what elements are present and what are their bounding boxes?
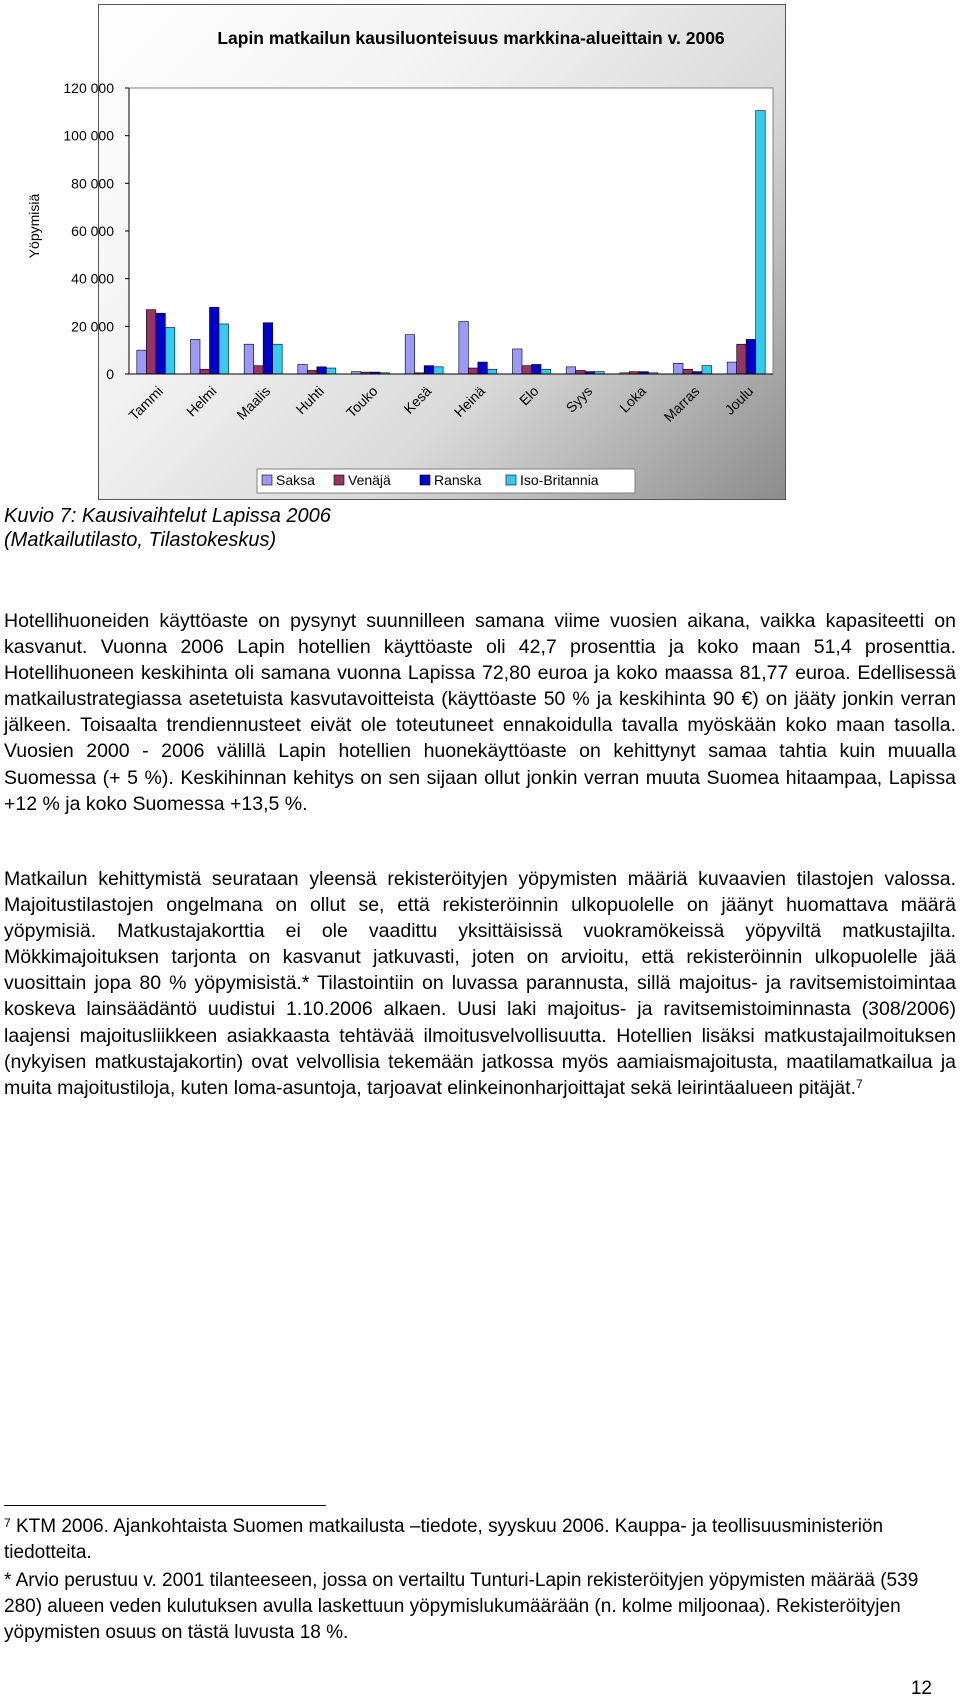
legend-label: Ranska <box>434 472 482 488</box>
bar <box>674 363 684 374</box>
bar <box>146 310 156 374</box>
bar <box>191 339 201 374</box>
footnote-separator <box>4 1505 326 1506</box>
legend-swatch <box>334 475 344 485</box>
y-tick-label: 80 000 <box>71 175 114 192</box>
legend-label: Iso-Britannia <box>520 472 599 488</box>
bar <box>165 328 175 374</box>
x-tick-label: Touko <box>342 382 381 421</box>
bar <box>317 367 327 374</box>
paragraph-2-text: Matkailun kehittymistä seurataan yleensä rekisteröityjen yöpymisten määriä kuvaavien tilastojen valossa. Majoitustilastojen ongelmana on ollut se, että rekisteröinnin ulkopuolelle on jäänyt huomattava määrä yöpymisiä. Matkustajakorttia ei ole vaadittu yksittäisissä vuokramökeissä yöpyviltä matkustajilta. Mökkimajoituksen tarjonta on kasvanut jatkuvasti, joten on arvioitu, että rekisteröinnin ulkopuolelle jää vuosittain jopa 80 % yöpymisistä.* Tilastointiin on luvassa parannusta, sillä majoitus- ja ravitsemistoimintaa koskeva lainsäädäntö uudistui 1.10.2006 alkaen. Uusi laki majoitus- ja ravitsemistoiminnasta (308/2006) laajensi majoitusliikkeen asiakkaasta tehtävää ilmoitusvelvollisuutta. Hotellien lisäksi matkustajailmoituksen (nykyisen matkustajakortin) ovat velvollisia tekemään jatkossa myös aamiaismajoitusta, maatilamatkailua ja muita majoitustiloja, kuten loma-asuntoja, tarjoavat elinkeinonharjoittajat sekä leirintäalueen pitäjät. <box>4 868 956 1099</box>
x-tick-label: Marras <box>660 382 703 425</box>
bar <box>326 368 336 374</box>
x-tick-label: Tammi <box>125 382 166 424</box>
x-tick-label: Elo <box>515 382 542 409</box>
x-tick-label: Syys <box>562 382 596 416</box>
bar <box>683 369 693 374</box>
y-tick-label: 40 000 <box>71 270 114 287</box>
figure-caption <box>4 504 331 552</box>
y-tick-label: 60 000 <box>71 223 114 239</box>
x-tick-label: Joulu <box>721 382 757 418</box>
page-number: 12 <box>910 1678 932 1699</box>
bar <box>200 369 210 374</box>
x-tick-label: Loka <box>616 382 649 416</box>
bar <box>210 307 220 374</box>
bar <box>746 339 756 374</box>
bar <box>541 369 551 374</box>
y-axis-label: Yöpymisiä <box>26 193 42 259</box>
chart-title: Lapin matkailun kausiluonteisuus markkina-alueittain v. 2006 <box>217 28 725 48</box>
legend-swatch <box>262 475 272 485</box>
bar-chart <box>26 5 785 499</box>
legend-swatch <box>420 475 430 485</box>
bar <box>156 313 166 374</box>
x-tick-label: Heinä <box>450 382 488 420</box>
footnote-reference-7: 7 <box>855 1076 863 1091</box>
bar <box>298 364 308 374</box>
bar <box>434 367 444 374</box>
y-tick-label: 100 000 <box>63 127 114 144</box>
bar <box>405 335 415 374</box>
x-tick-label: Kesä <box>400 382 435 417</box>
bar <box>532 364 542 374</box>
body-paragraph-1: Hotellihuoneiden käyttöaste on pysynyt suunnilleen samana viime vuosien aikana, vaikka kapasiteetti on kasvanut. Vuonna 2006 Lapin hotellien käyttöaste oli 42,7 prosenttia ja koko maan 51,4 prosenttia. Hotellihuoneen keskihinta oli samana vuonna Lapissa 72,80 euroa ja koko maassa 81,77 euroa. Edellisessä matkailustrategiassa asetetuista kasvutavoitteista (käyttöaste 50 % ja keskihinta 90 €) on jääty jonkin verran jälkeen. Toisaalta trendiennusteet eivät ole toteutuneet ennakoidulla tavalla myöskään koko maan tasolla. Vuosien 2000 - 2006 välillä Lapin hotellien huonekäyttöaste on kehittynyt samaa tahtia kuin muualla Suomessa (+ 5 %). Keskihinnan kehitys on sen sijaan ollut jonkin verran muuta Suomea hitaampaa, Lapissa +12 % ja koko Suomessa +13,5 %. <box>4 610 956 815</box>
y-tick-label: 20 000 <box>71 318 114 335</box>
bar <box>263 323 273 374</box>
bar <box>137 350 147 374</box>
y-tick-label: 120 000 <box>63 80 114 96</box>
bar <box>219 324 229 374</box>
chart-figure <box>26 4 786 500</box>
bar <box>424 366 434 374</box>
bar <box>513 349 523 374</box>
bar <box>273 344 283 374</box>
bar <box>756 111 766 374</box>
bar <box>522 366 532 374</box>
bar <box>244 344 254 374</box>
bar <box>737 344 747 374</box>
footnote-asterisk: * Arvio perustuu v. 2001 tilanteeseen, jossa on vertailtu Tunturi-Lapin rekisteröityjen yöpymisten määrää (539 280) alueen veden kulutuksen avulla laskettuun yöpymislukumäärään (n. kolme miljoonaa). Rekisteröityjen yöpymisten osuus on tästä luvusta 18 %. <box>4 1570 919 1643</box>
bar <box>702 366 712 374</box>
footnote-7-text: KTM 2006. Ajankohtaista Suomen matkailusta –tiedote, syyskuu 2006. Kauppa- ja teollisuusministeriön tiedotteita. <box>4 1516 884 1563</box>
bar <box>487 369 497 374</box>
legend-swatch <box>506 475 516 485</box>
caption-line-2: (Matkailutilasto, Tilastokeskus) <box>4 529 277 551</box>
bar <box>566 367 576 374</box>
bar <box>727 362 737 374</box>
bar <box>468 368 478 374</box>
x-tick-label: Huhti <box>292 382 327 418</box>
bar <box>307 370 317 374</box>
legend-label: Saksa <box>276 472 315 488</box>
bar <box>576 370 586 374</box>
bar <box>459 322 469 374</box>
caption-line-1: Kuvio 7: Kausivaihtelut Lapissa 2006 <box>4 505 331 527</box>
footnote-7 <box>4 1514 956 1566</box>
footnote-7-mark: 7 <box>4 1516 11 1530</box>
y-tick-label: 0 <box>106 366 114 382</box>
body-paragraph-2 <box>4 866 956 1101</box>
bar <box>254 366 264 374</box>
bar <box>478 362 488 374</box>
x-tick-label: Helmi <box>183 382 220 420</box>
x-tick-label: Maalis <box>233 382 274 423</box>
legend-label: Venäjä <box>348 472 391 488</box>
